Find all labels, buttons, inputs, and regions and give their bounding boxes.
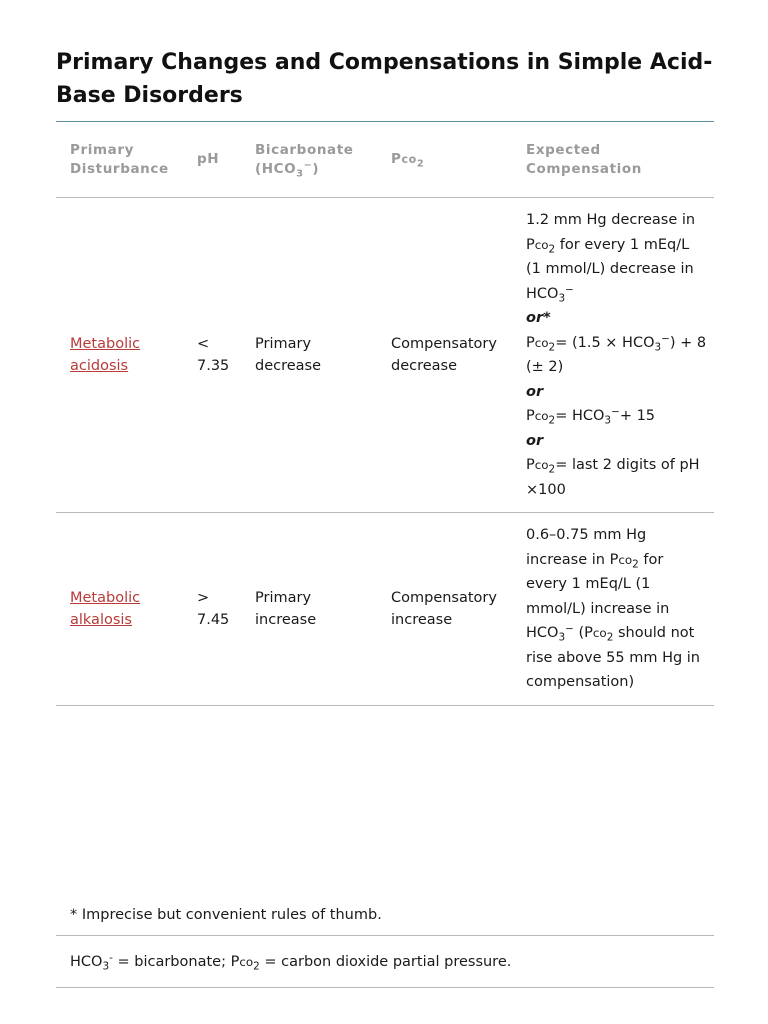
- disturbance-cell: [56, 198, 183, 513]
- bicarbonate-cell: Primary decrease: [241, 198, 377, 513]
- table-row: [56, 198, 714, 513]
- metabolic-acidosis-link[interactable]: Metabolic acidosis: [70, 336, 141, 374]
- header-bicarbonate: Bicarbonate $(HCO_3^-)$: [241, 122, 377, 198]
- compensation-cell: 0.6–0.75 mm Hg increase in Pco$_2$ for every 1 mEq/L (1 mmol/L) increase in $HCO_3^-$ (Pco$_2$ should not rise above 55 mm Hg in compensation): [512, 513, 714, 706]
- disturbance-cell: [56, 513, 183, 706]
- ph-cell: > 7.45: [183, 513, 241, 706]
- table-header-row: [56, 122, 714, 198]
- bicarbonate-cell: Primary increase: [241, 513, 377, 706]
- table-row: [56, 513, 714, 706]
- header-expected-compensation: Expected Compensation: [512, 122, 714, 198]
- pco2-cell: Compensatory decrease: [377, 198, 512, 513]
- pco2-cell: Compensatory increase: [377, 513, 512, 706]
- header-ph: pH: [183, 122, 241, 198]
- page-title: Primary Changes and Compensations in Simple Acid-Base Disorders: [56, 50, 713, 108]
- header-pco2: Pco$_2$: [377, 122, 512, 198]
- acid-base-table: [56, 122, 714, 706]
- abbreviation-legend: $HCO_3^-$ = bicarbonate; Pco$_2$ = carbon dioxide partial pressure.: [70, 951, 512, 973]
- legend-divider: [56, 987, 714, 988]
- ph-cell: < 7.35: [183, 198, 241, 513]
- or-label: or: [526, 432, 544, 449]
- or-label: or: [526, 383, 544, 400]
- metabolic-alkalosis-link[interactable]: Metabolic alkalosis: [70, 589, 141, 628]
- footnote-divider: [56, 935, 714, 936]
- header-primary-disturbance: Primary Disturbance: [56, 122, 183, 198]
- or-star-label: or*: [526, 310, 551, 326]
- footnote: * Imprecise but convenient rules of thumb.: [70, 907, 382, 923]
- compensation-cell: 1.2 mm Hg decrease in Pco$_2$ for every 1 mEq/L (1 mmol/L) decrease in $HCO_3^-$ or* $Pco_2= (1.5 \times HCO_3^-) + 8$ (± 2) or $Pco_2= HCO_3^-+ 15$ or Pco$_2$= last 2 digits of pH ×100: [512, 198, 714, 513]
